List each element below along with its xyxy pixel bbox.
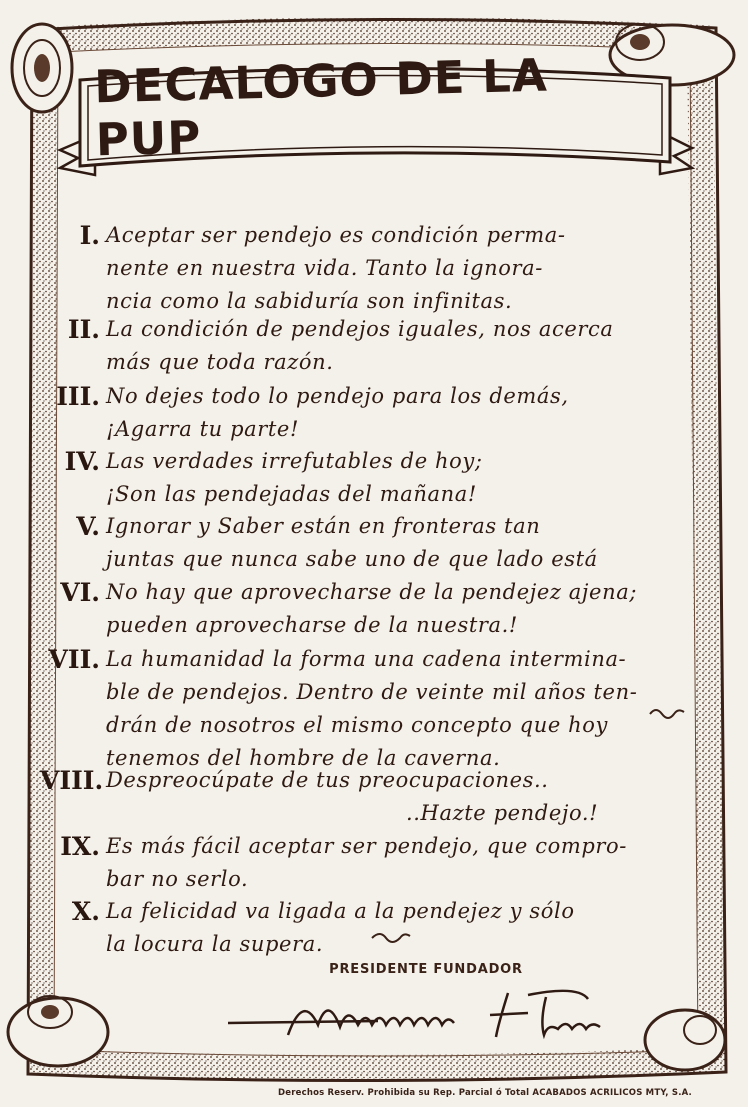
rule-line: tenemos del hombre de la caverna.	[106, 746, 501, 770]
rule-6	[40, 576, 700, 642]
rule-line: más que toda razón.	[106, 350, 334, 374]
rule-line: ble de pendejos. Dentro de veinte mil años ten-	[106, 680, 638, 704]
rule-numeral: IX.	[60, 832, 100, 861]
rule-numeral: VIII.	[40, 766, 104, 795]
rule-9	[40, 830, 700, 896]
rule-7	[40, 643, 700, 775]
rule-line: ¡Son las pendejadas del mañana!	[106, 482, 477, 506]
rule-1	[40, 219, 700, 318]
rule-line: bar no serlo.	[106, 867, 249, 891]
rule-line: La humanidad la forma una cadena intermina-	[106, 647, 627, 671]
rule-line: ncia como la sabiduría son infinitas.	[106, 289, 513, 313]
page-title: DECALOGO DE LA PUP	[93, 48, 549, 167]
rule-text	[106, 510, 700, 576]
rule-text	[106, 313, 700, 379]
rule-text	[106, 576, 700, 642]
rule-line: drán de nosotros el mismo concepto que hoy	[106, 713, 608, 737]
rule-8	[40, 764, 700, 830]
rule-text	[106, 895, 700, 961]
rule-10	[40, 895, 700, 961]
rule-line: nente en nuestra vida. Tanto la ignora-	[106, 256, 543, 280]
rule-text	[106, 764, 700, 830]
rule-line: Aceptar ser pendejo es condición perma-	[106, 223, 566, 247]
rule-numeral: X.	[71, 897, 100, 926]
rule-text	[106, 380, 700, 446]
rule-numeral: III.	[56, 382, 100, 411]
rule-5	[40, 510, 700, 576]
rule-text	[106, 830, 700, 896]
rule-4	[40, 445, 700, 511]
rule-line: Las verdades irrefutables de hoy;	[106, 449, 483, 473]
rule-line: No dejes todo lo pendejo para los demás,	[106, 384, 569, 408]
rule-numeral: IV.	[64, 447, 100, 476]
rule-line: Ignorar y Saber están en fronteras tan	[106, 514, 541, 538]
rule-numeral: VI.	[60, 578, 100, 607]
rule-numeral: II.	[67, 315, 100, 344]
rule-text	[106, 219, 700, 318]
scroll-curl-top-left	[12, 24, 72, 112]
signature	[228, 985, 628, 1045]
rule-line: La felicidad va ligada a la pendejez y sólo	[106, 899, 575, 923]
rule-line: pueden aprovecharse de la nuestra.!	[106, 613, 518, 637]
copyright-footer: Derechos Reserv. Prohibida su Rep. Parcial ó Total ACABADOS ACRILICOS MTY, S.A.	[278, 1088, 692, 1098]
scroll-curl-bottom-left	[8, 996, 108, 1066]
rule-text	[106, 643, 700, 775]
rule-line: la locura la supera.	[106, 932, 324, 956]
rule-numeral: VII.	[48, 645, 100, 674]
rule-3	[40, 380, 700, 446]
rule-2	[40, 313, 700, 379]
scroll-curl-bottom-right	[645, 1010, 725, 1070]
rule-line: Despreocúpate de tus preocupaciones..	[106, 768, 549, 792]
rule-line: Es más fácil aceptar ser pendejo, que compro-	[106, 834, 627, 858]
rule-numeral: V.	[76, 512, 100, 541]
rule-line: juntas que nunca sabe uno de que lado está	[106, 547, 598, 571]
rule-line: No hay que aprovecharse de la pendejez ajena;	[106, 580, 637, 604]
president-label: PRESIDENTE FUNDADOR	[329, 962, 523, 977]
rule-line: La condición de pendejos iguales, nos acerca	[106, 317, 614, 341]
rule-text	[106, 445, 700, 511]
rule-line: ¡Agarra tu parte!	[106, 417, 299, 441]
rule-numeral: I.	[79, 221, 100, 250]
rule-line: ..Hazte pendejo.!	[406, 801, 599, 825]
